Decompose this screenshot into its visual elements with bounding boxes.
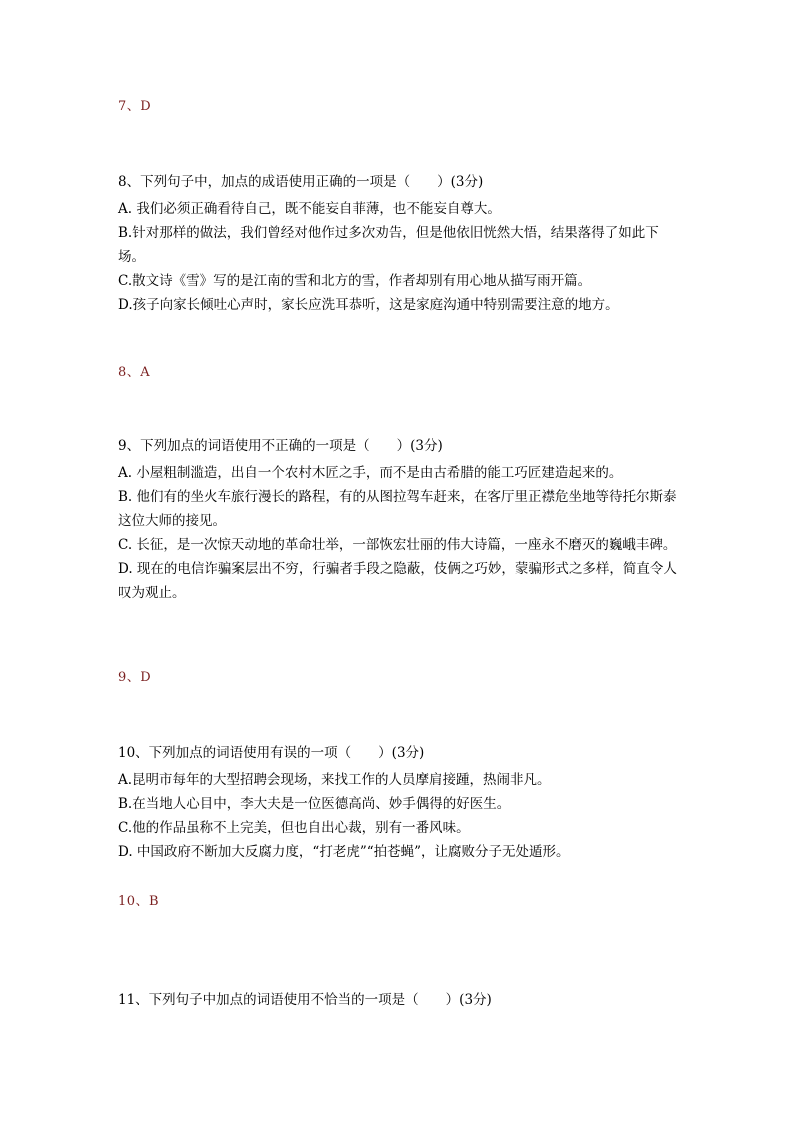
question-11 [118, 988, 678, 1015]
question-11-stem: 11、下列句子中加点的词语使用不恰当的一项是（ ）(3分) [118, 992, 492, 1008]
question-10 [118, 741, 678, 864]
question-10-stem: 10、下列加点的词语使用有误的一项（ ）(3分) [118, 745, 425, 761]
question-10-option-c: C.他的作品虽称不上完美，但也自出心裁，别有一番风味。 [118, 820, 470, 836]
question-9-option-d: D. 现在的电信诈骗案层出不穷，行骗者手段之隐蔽，伎俩之巧妙，蒙骗形式之多样，简直令人叹为观止。 [118, 561, 677, 601]
question-10-option-d: D. 中国政府不断加大反腐力度，“打老虎”“拍苍蝇”，让腐败分子无处遁形。 [118, 844, 570, 860]
answer-10: 10、B [118, 894, 160, 909]
question-9-option-a: A. 小屋粗制滥造，出自一个农村木匠之手，而不是由古希腊的能工巧匠建造起来的。 [118, 465, 623, 481]
question-9-option-c: C. 长征，是一次惊天动地的革命壮举，一部恢宏壮丽的伟大诗篇，一座永不磨灭的巍峨丰碑。 [118, 537, 677, 553]
question-10-option-b: B.在当地人心目中，李大夫是一位医德高尚、妙手偶得的好医生。 [118, 796, 511, 812]
question-9-option-b: B. 他们有的坐火车旅行漫长的路程，有的从图拉驾车赶来，在客厅里正襟危坐地等待托尔斯泰这位大师的接见。 [118, 489, 677, 529]
question-9-stem: 9、下列加点的词语使用不正确的一项是（ ）(3分) [118, 438, 443, 454]
question-8-option-d: D.孩子向家长倾吐心声时，家长应洗耳恭听，这是家庭沟通中特别需要注意的地方。 [118, 297, 619, 313]
answer-8: 8、A [118, 365, 151, 380]
question-8-option-a: A. 我们必须正确看待自己，既不能妄自菲薄，也不能妄自尊大。 [118, 201, 501, 217]
question-8 [118, 170, 678, 317]
question-8-option-b: B.针对那样的做法，我们曾经对他作过多次劝告，但是他依旧恍然大悟，结果落得了如此下场。 [118, 225, 659, 265]
question-10-option-a: A.昆明市每年的大型招聘会现场，来找工作的人员摩肩接踵，热闹非凡。 [118, 772, 551, 788]
question-9 [118, 434, 678, 605]
question-8-stem: 8、下列句子中，加点的成语使用正确的一项是（ ）(3分) [118, 174, 484, 190]
question-8-option-c: C.散文诗《雪》写的是江南的雪和北方的雪，作者却别有用心地从描写雨开篇。 [118, 273, 592, 289]
answer-9: 9、D [118, 670, 152, 685]
answer-7: 7、D [118, 99, 152, 114]
